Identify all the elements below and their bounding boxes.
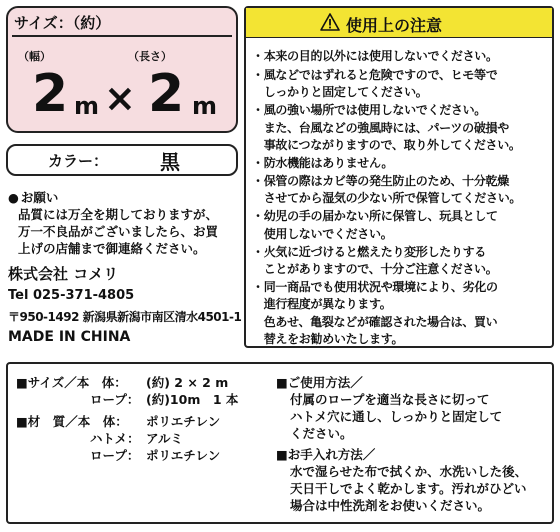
- color-box: [6, 144, 238, 176]
- width-unit: m: [74, 92, 100, 120]
- notice-line: ・幼児の手の届かない所に保管し、玩具として: [252, 209, 498, 223]
- usage-title: ■ご使用方法／: [276, 375, 363, 390]
- made-in: MADE IN CHINA: [8, 329, 131, 345]
- care-line: 水で湿らせた布で拭くか、水洗いした後、: [290, 464, 528, 479]
- usage-line: 付属のロープを適当な長さに切って: [290, 392, 490, 407]
- notice-line: ・防水機能はありません。: [252, 156, 394, 170]
- spec-rope-material-label: ロープ：: [90, 448, 140, 463]
- notice-line: ・保管の際はカビ等の発生防止のため、十分乾燥: [252, 174, 509, 188]
- notice-line: 事故につながりますので、取り外してください。: [252, 138, 521, 152]
- size-label: サイズ：（約）: [14, 14, 111, 32]
- warning-icon: [320, 13, 340, 31]
- spec-rope-label: ロープ：: [90, 392, 140, 407]
- spec-grommet-value: アルミ: [146, 431, 184, 446]
- request-line: 品質には万全を期しておりますが、: [18, 207, 219, 222]
- width-label: （幅）: [18, 50, 51, 63]
- notice-line: ことがありますので、十分ご注意ください。: [252, 262, 498, 276]
- company-name: 株式会社 コメリ: [8, 265, 119, 283]
- notice-line: ・風の強い場所では使用しないでください。: [252, 103, 487, 117]
- care-line: 天日干しでよく乾かします。汚れがひどい: [290, 481, 527, 496]
- spec-material-heading: ■材 質／本 体：: [16, 414, 128, 429]
- notice-line: 色あせ、亀裂などが確認された場合は、買い: [252, 315, 498, 329]
- spec-size-body-value: (約) 2 × 2 m: [146, 375, 229, 390]
- notice-line: ・本来の目的以外には使用しないでください。: [252, 49, 498, 63]
- company-tel: Tel 025-371-4805: [8, 288, 135, 303]
- usage-line: ください。: [290, 426, 353, 441]
- request-line: 上げの店舗まで御連絡ください。: [18, 241, 206, 256]
- notice-line: ・火気に近づけると燃えたり変形したりする: [252, 245, 487, 259]
- usage-line: ハトメ穴に通し、しっかりと固定して: [290, 409, 503, 424]
- spec-rope-value: (約)10m 1 本: [146, 392, 239, 407]
- color-label: カラー：: [48, 152, 109, 170]
- width-value: 2: [32, 64, 69, 124]
- spec-grommet-label: ハトメ：: [90, 431, 140, 446]
- spec-material-body-value: ポリエチレン: [146, 414, 221, 429]
- notice-line: しっかりと固定してください。: [252, 85, 428, 99]
- care-title: ■お手入れ方法／: [276, 447, 376, 462]
- notice-line: 進行程度が異なります。: [252, 297, 392, 311]
- company-address: 〒950-1492 新潟県新潟市南区清水4501-1: [8, 310, 242, 324]
- request-title: ● お願い: [8, 188, 58, 206]
- length-label: （長さ）: [128, 50, 172, 63]
- times-sign: ×: [104, 76, 136, 120]
- notice-title: 使用上の注意: [346, 16, 443, 35]
- length-unit: m: [192, 92, 218, 120]
- notice-line: 替えをお勧めいたします。: [252, 332, 404, 346]
- color-value: 黒: [160, 150, 180, 174]
- divider: [12, 35, 232, 37]
- notice-line: ・風などではずれると危険ですので、ヒモ等で: [252, 68, 498, 82]
- spec-size-heading: ■サイズ／本 体：: [16, 375, 127, 390]
- care-line: 場合は中性洗剤をお使いください。: [290, 498, 491, 513]
- request-line: 万一不良品がございましたら、お買: [18, 224, 219, 239]
- notice-line: ・同一商品でも使用状況や環境により、劣化の: [252, 280, 498, 294]
- notice-line: させてから湿気の少ない所で保管してください。: [252, 191, 522, 205]
- notice-line: 使用しないでください。: [252, 227, 393, 241]
- notice-line: また、台風などの強風時には、パーツの破損や: [252, 121, 509, 135]
- length-value: 2: [148, 64, 185, 124]
- spec-rope-material-value: ポリエチレン: [146, 448, 221, 463]
